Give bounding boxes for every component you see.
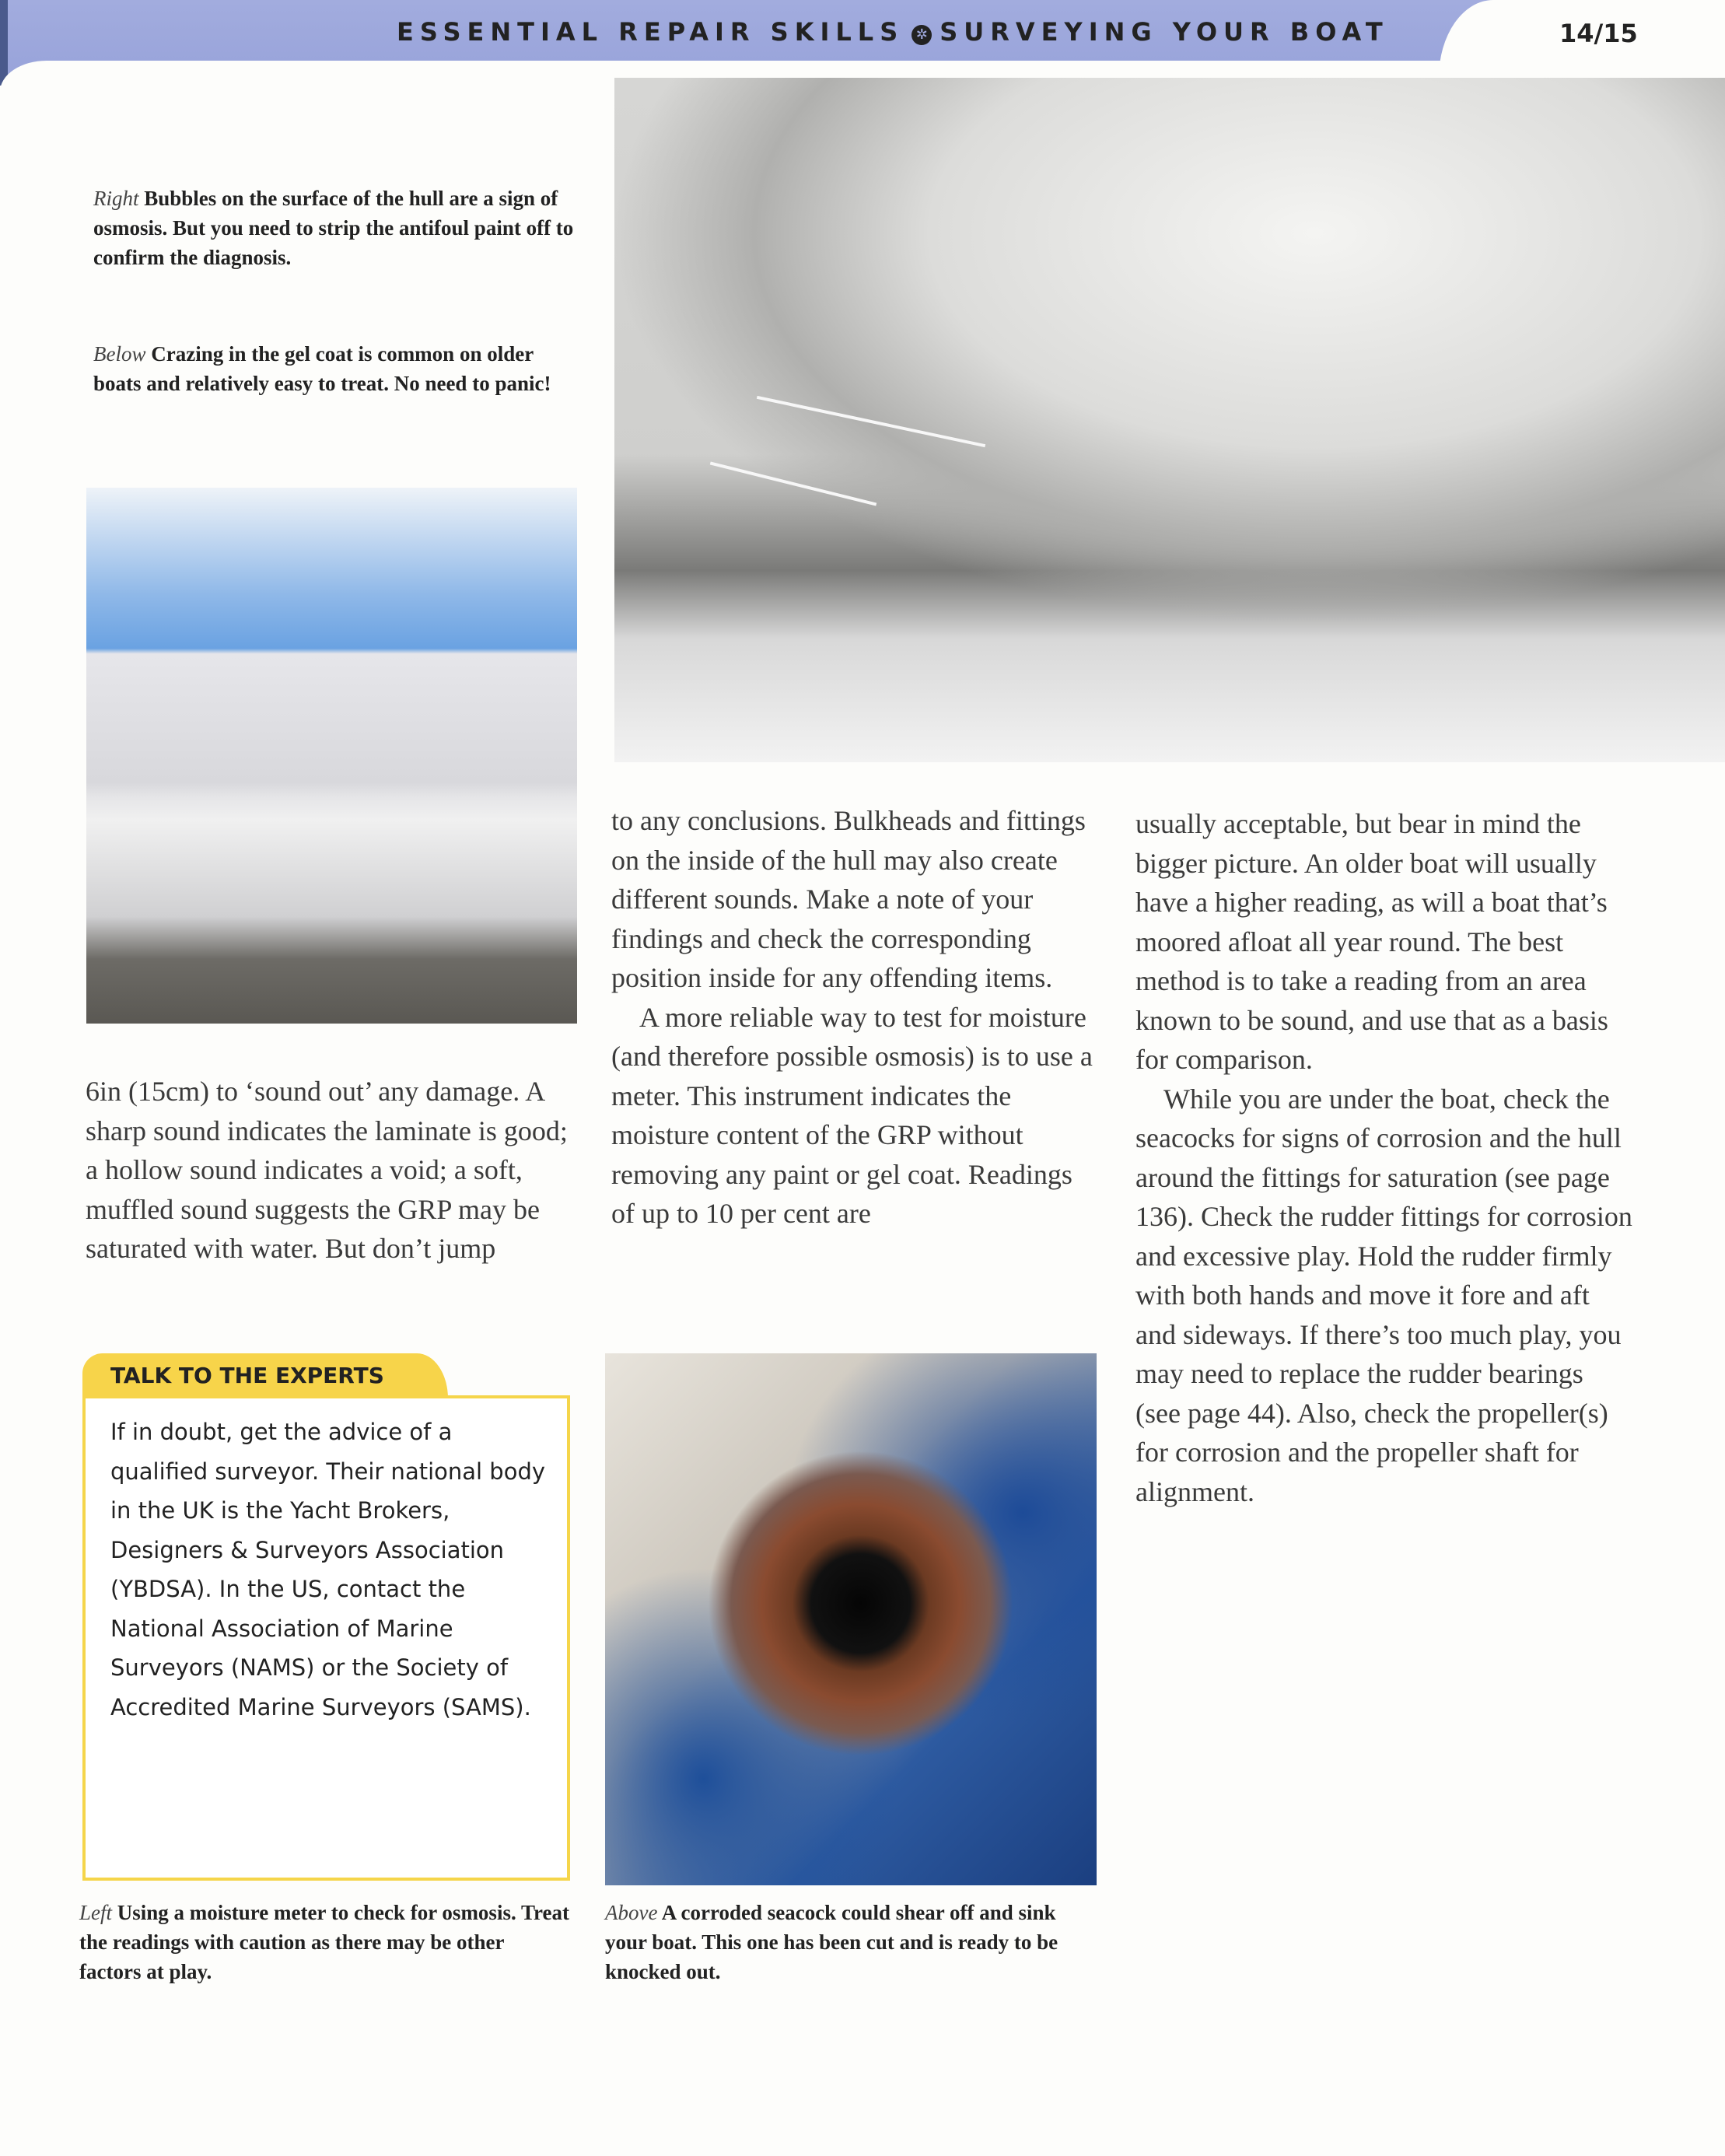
caption-text: Crazing in the gel coat is common on older boats and relatively easy to treat. No need to panic! — [93, 342, 551, 395]
paragraph: 6in (15cm) to ‘sound out’ any damage. A sharp sound indicates the laminate is good; a hollow sound indicates a void; a soft, muffled sound suggests the GRP may be saturated with water. But don’t jump — [86, 1076, 568, 1264]
caption-text: Using a moisture meter to check for osmosis. Treat the readings with caution as there may be other factors at play. — [79, 1901, 569, 1983]
chapter-title: SURVEYING YOUR BOAT — [939, 17, 1389, 47]
caption-label: Above — [605, 1901, 658, 1924]
crack-line — [757, 396, 985, 447]
paragraph: to any conclusions. Bulkheads and fittings on the inside of the hull may also create different sounds. Make a note of your findings and check the corresponding position inside for any offending items. — [611, 805, 1086, 993]
caption-text: Bubbles on the surface of the hull are a sign of osmosis. But you need to strip the antifoul paint off to confirm the diagnosis. — [93, 187, 574, 269]
paragraph: usually acceptable, but bear in mind the bigger picture. An older boat will usually have a higher reading, as will a boat that’s moored afloat all year round. The best method is to take a reading from an area known to be sound, and use that as a basis for comparison. — [1135, 808, 1608, 1075]
section-title: ESSENTIAL REPAIR SKILLS — [397, 17, 904, 47]
talk-to-experts-box — [82, 1353, 570, 1881]
caption-label: Right — [93, 187, 139, 210]
paragraph: While you are under the boat, check the seacocks for signs of corrosion and the hull around the fittings for saturation (see page 136). Check the rudder fittings for corrosion and excessive play. Hold the rudder firmly with both hands and move it fore and aft and sideways. If there’s too much play, you may need to replace the rudder bearings (see page 44). Also, check the propeller(s) for corrosion and the propeller shaft for alignment. — [1135, 1083, 1632, 1507]
caption-label: Below — [93, 342, 146, 366]
caption-left — [79, 1898, 569, 1986]
body-column-1 — [86, 1072, 576, 1269]
box-text: If in doubt, get the advice of a qualified surveyor. Their national body in the UK is the Yacht Brokers, Designers & Surveyors Association (YBDSA). In the US, contact the National Association of Marine Surveyors (NAMS) or the Society of Accredited Marine Surveyors (SAMS). — [110, 1419, 546, 1720]
caption-label: Left — [79, 1901, 113, 1924]
page-number: 14/15 — [1559, 19, 1638, 48]
body-column-3 — [1135, 804, 1633, 1511]
body-column-2 — [611, 801, 1100, 1234]
box-title: TALK TO THE EXPERTS — [110, 1363, 384, 1388]
gear-bullet-icon: ✲ — [911, 25, 932, 45]
crack-line — [710, 461, 876, 506]
gel-coat-crazing-photo — [86, 488, 577, 1024]
caption-above — [605, 1898, 1091, 1986]
paragraph: A more reliable way to test for moisture (and therefore possible osmosis) is to use a meter. This instrument indicates the moisture content of the GRP without removing any paint or gel coat. Readings of up to 10 per cent are — [611, 1001, 1093, 1229]
corroded-seacock-photo — [605, 1353, 1097, 1885]
caption-text: A corroded seacock could shear off and sink your boat. This one has been cut and is ready to be knocked out. — [605, 1901, 1058, 1983]
caption-right — [93, 184, 579, 272]
caption-below — [93, 339, 579, 398]
running-head — [397, 17, 1389, 47]
hull-bubbles-photo — [614, 78, 1725, 762]
page-edge — [0, 0, 8, 86]
